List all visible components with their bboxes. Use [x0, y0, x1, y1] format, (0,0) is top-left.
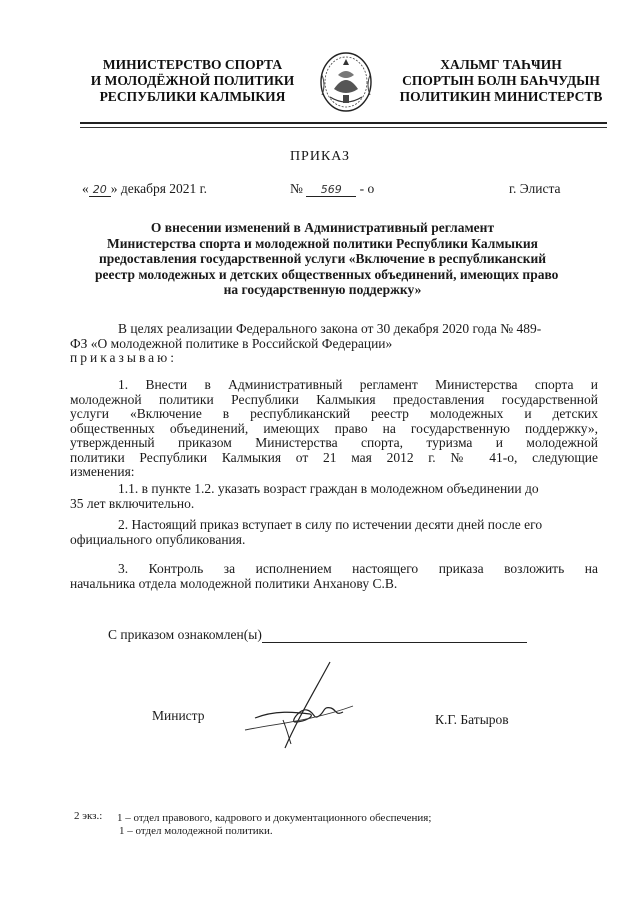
- order-number-handwritten: 569: [306, 183, 356, 197]
- subject-line: предоставления государственной услуги «Включение в республиканский: [98, 251, 547, 267]
- item-1-line: 1. Внести в Административный регламент Министерства спорта и: [118, 377, 598, 392]
- subject-line: О внесении изменений в Административный регламент: [150, 220, 495, 235]
- item-1-line: услуги «Включение в республиканский реестр молодежных и детских: [70, 406, 598, 421]
- ministry-name-line: ПОЛИТИКИН МИНИСТЕРСТВ: [399, 89, 603, 104]
- date-open-quote: «: [82, 181, 89, 196]
- header-divider: [80, 122, 607, 124]
- subject-line: реестр молодежных и детских общественных объединений, имеющих право: [95, 266, 559, 282]
- item-1-line: изменения:: [70, 464, 135, 479]
- ministry-name-russian: [75, 57, 310, 105]
- signatory-name: К.Г. Батыров: [435, 712, 509, 727]
- item-1: [70, 378, 598, 480]
- acquaintance-signature-blank: [262, 630, 527, 643]
- date-day-handwritten: 20: [89, 183, 111, 197]
- item-2: [70, 518, 598, 547]
- number-sign: №: [290, 181, 303, 196]
- preamble: [70, 322, 598, 366]
- item-3: [70, 562, 598, 591]
- preamble-line: В целях реализации Федерального закона от 30 декабря 2020 года № 489-: [118, 321, 542, 336]
- signatory-position: Министр: [152, 708, 205, 723]
- ministry-name-kalmyk: [382, 57, 620, 105]
- item-1-1-line: 35 лет включительно.: [70, 495, 195, 511]
- distribution-list: [117, 812, 431, 838]
- item-3-line: 3. Контроль за исполнением настоящего приказа возложить на: [118, 561, 598, 576]
- item-1-line: утвержденный приказом Министерства спорта, туризма и молодежной: [70, 435, 598, 450]
- handwritten-signature-icon: [235, 660, 365, 750]
- copies-label: 2 экз.:: [74, 810, 103, 822]
- distribution-line: 1 – отдел молодежной политики.: [119, 825, 273, 837]
- item-1-1: [70, 482, 598, 511]
- order-number: [290, 181, 374, 197]
- order-date: [82, 181, 207, 197]
- order-subject: [95, 220, 559, 298]
- order-word: приказываю:: [70, 350, 177, 365]
- subject-line: на государственную поддержку»: [223, 282, 422, 298]
- item-2-line: официального опубликования.: [70, 531, 246, 547]
- ministry-name-line: РЕСПУБЛИКИ КАЛМЫКИЯ: [99, 89, 286, 104]
- header-divider-thin: [80, 127, 607, 128]
- ministry-name-line: И МОЛОДЁЖНОЙ ПОЛИТИКИ: [90, 73, 295, 88]
- acquaintance-label: С приказом ознакомлен(ы): [108, 627, 262, 642]
- item-1-line: политики Республики Калмыкия от 21 мая 2012 г. № 41-о, следующие: [70, 449, 598, 465]
- item-3-line: начальника отдела молодежной политики Анханову С.В.: [70, 575, 398, 591]
- distribution-line: 1 – отдел правового, кадрового и документационного обеспечения;: [117, 812, 432, 824]
- order-city: г. Элиста: [509, 181, 561, 196]
- document-title: ПРИКАЗ: [289, 149, 351, 164]
- kalmykia-coat-of-arms-icon: [314, 45, 378, 115]
- date-month-year: » декабря 2021 г.: [110, 181, 208, 196]
- subject-line: Министерства спорта и молодежной политики Республики Калмыкия: [107, 235, 538, 251]
- ministry-name-line: ХАЛЬМГ ТАҺҸИН: [440, 57, 562, 72]
- item-1-line: молодежной политики Республики Калмыкия предоставления государственной: [70, 391, 598, 407]
- ministry-name-line: СПОРТЫН БОЛН БАҺЧУДЫН: [402, 73, 600, 88]
- item-2-line: 2. Настоящий приказ вступает в силу по истечении десяти дней после его: [118, 517, 543, 532]
- preamble-line: ФЗ «О молодежной политике в Российской Федерации»: [70, 335, 393, 351]
- acquaintance-line: [108, 627, 527, 643]
- item-1-line: общественных объединений, имеющих право на государственную поддержку»,: [70, 420, 598, 436]
- ministry-name-line: МИНИСТЕРСТВО СПОРТА: [102, 57, 283, 72]
- number-suffix: - о: [359, 181, 375, 196]
- item-1-1-line: 1.1. в пункте 1.2. указать возраст граждан в молодежном объединении до: [118, 481, 539, 496]
